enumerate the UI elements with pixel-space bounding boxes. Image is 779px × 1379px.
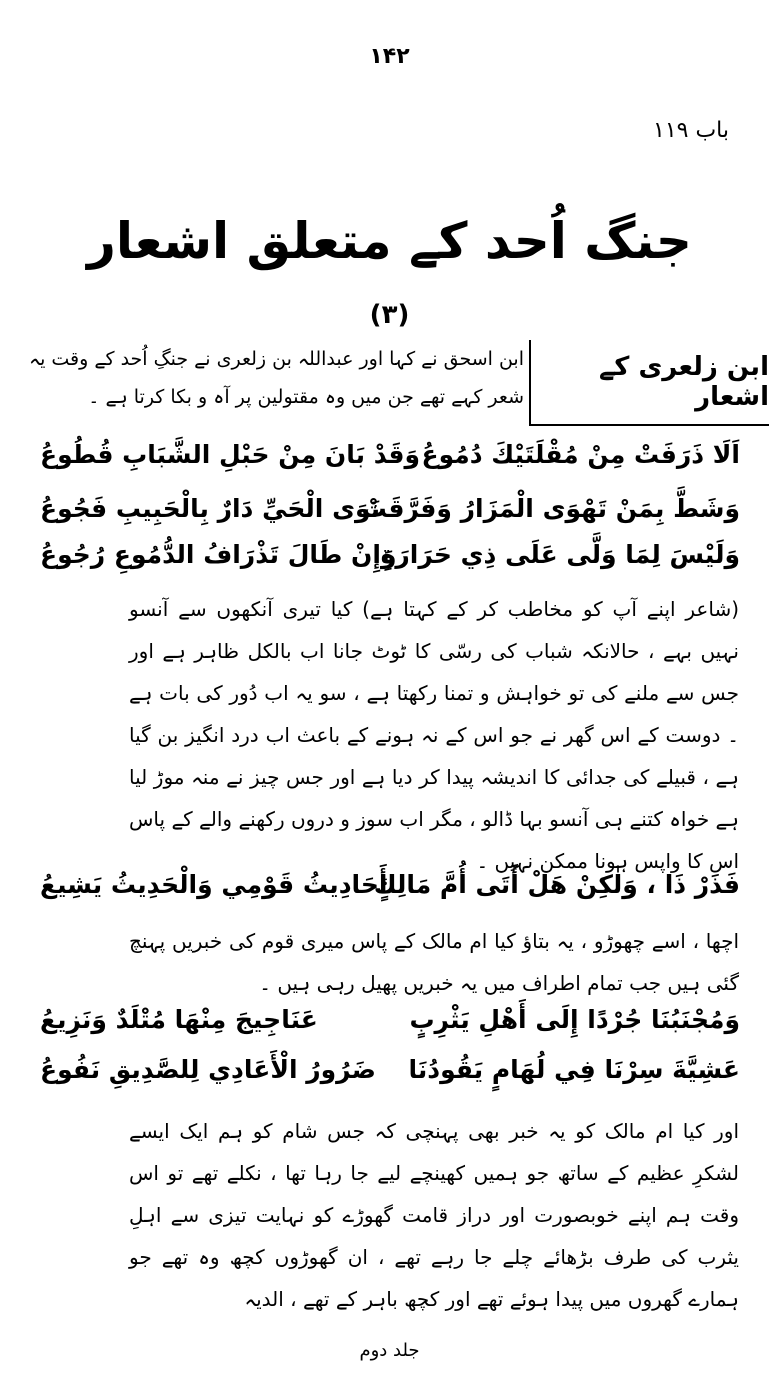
page-title: جنگ اُحد کے متعلق اشعار: [87, 212, 692, 270]
chapter-label: باب ۱۱۹: [653, 118, 729, 143]
verse-hemistich-second: ضَرُورُ الْأَعَادِي لِلصَّدِيقِ نَفُوعُ: [40, 1055, 376, 1084]
verse-hemistich-first: وَلَيْسَ لِمَا وَلَّى عَلَى ذِي حَرَارَةٍ: [380, 540, 740, 569]
verse-hemistich-second: أَحَادِيثُ قَوْمِي وَالْحَدِيثُ يَشِيعُ: [40, 870, 388, 899]
verse-hemistich-second: وَقَدْ بَانَ مِنْ حَبْلِ الشَّبَابِ قُطُوعُ: [40, 440, 421, 469]
verse-hemistich-first: فَذَرْ ذَا ، وَلٰكِنْ هَلْ أَتَى أُمَّ مَالِكٍ: [373, 870, 740, 899]
verse-hemistich-first: وَشَطَّ بِمَنْ تَهْوَى الْمَزَارُ وَفَرَّقَتْ: [361, 494, 740, 523]
verse-line: [40, 1055, 740, 1105]
volume-label: جلد دوم: [359, 1340, 420, 1361]
verse-line: [40, 870, 740, 920]
page-number: ۱۴۲: [369, 44, 410, 69]
verse-hemistich-first: اَلَا ذَرَفَتْ مِنْ مُقْلَتَيْكَ دُمُوعُ: [421, 440, 740, 469]
verse-hemistich-second: عَنَاجِيجَ مِنْهَا مُتْلَدٌ وَنَزِيعُ: [40, 1005, 318, 1034]
verse-line: [40, 540, 740, 590]
verse-hemistich-second: وَإِنْ طَالَ تَذْرَافُ الدُّمُوعِ رُجُوعُ: [40, 540, 397, 569]
intro-paragraph: ابن اسحق نے کہا اور عبداللہ بن زلعری نے جنگِ اُحد کے وقت یہ شعر کہے تھے جن میں وہ مقتولین پر آہ و بکا کرتا ہے ۔: [28, 348, 524, 408]
verse-line: [40, 440, 740, 490]
verse-line: [40, 1005, 740, 1055]
translation-paragraph: اور کیا ام مالک کو یہ خبر بھی پہنچی کہ جس شام کو ہم ایک ایسے لشکرِ عظیم کے ساتھ جو ہمیں کھینچے لیے جا رہا تھا ، نکلے تھے تو اس وقت ہم اپنے خوبصورت اور دراز قامت گھوڑے کو نہایت تیزی سے اہلِ یثرب کی طرف بڑھائے چلے جا رہے تھے ، ان گھوڑوں کچھ وہ تھے جو ہمارے گھروں میں پیدا ہوئے تھے اور کچھ باہر کے تھے ، الدیہ: [129, 1119, 739, 1311]
section-number: (۳): [369, 300, 410, 330]
side-heading: ابن زلعری کے اشعار: [599, 352, 769, 412]
verse-hemistich-second: نَوَى الْحَيِّ دَارٌ بِالْحَبِيبِ فَجُوعُ: [40, 494, 381, 523]
verse-hemistich-first: عَشِيَّةَ سِرْنَا فِي لُهَامٍ يَقُودُنَا: [408, 1055, 740, 1084]
verse-line: [40, 494, 740, 544]
side-heading-box: [529, 340, 769, 426]
verse-hemistich-first: وَمُجْنَبُنَا جُرْدًا إِلَى أَهْلِ يَثْرِبٍ: [409, 1005, 740, 1034]
translation-paragraph: (شاعر اپنے آپ کو مخاطب کر کے کہتا ہے) کیا تیری آنکھوں سے آنسو نہیں بہے ، حالانکہ شباب کی رسّی کا ٹوٹ جانا اب بالکل ظاہر ہے اور جس سے ملنے کی تو خواہش و تمنا رکھتا ہے ، سو یہ اب دُور کی بات ہے ۔ دوست کے اس گھر نے جو اس کے نہ ہونے کے باعث اب درد انگیز بن گیا ہے ، قبیلے کی جدائی کا اندیشہ پیدا کر دیا ہے اور جس چیز نے منہ موڑ لیا ہے خواہ کتنے ہی آنسو بہا ڈالو ، مگر اب سوز و دروں رکھنے والے کے پاس اس کا واپس ہونا ممکن نہیں ۔: [129, 597, 739, 873]
translation-paragraph: اچھا ، اسے چھوڑو ، یہ بتاؤ کیا ام مالک کے پاس میری قوم کی خبریں پہنچ گئی ہیں جب تمام اطراف میں یہ خبریں پھیل رہی ہیں ۔: [129, 929, 739, 995]
